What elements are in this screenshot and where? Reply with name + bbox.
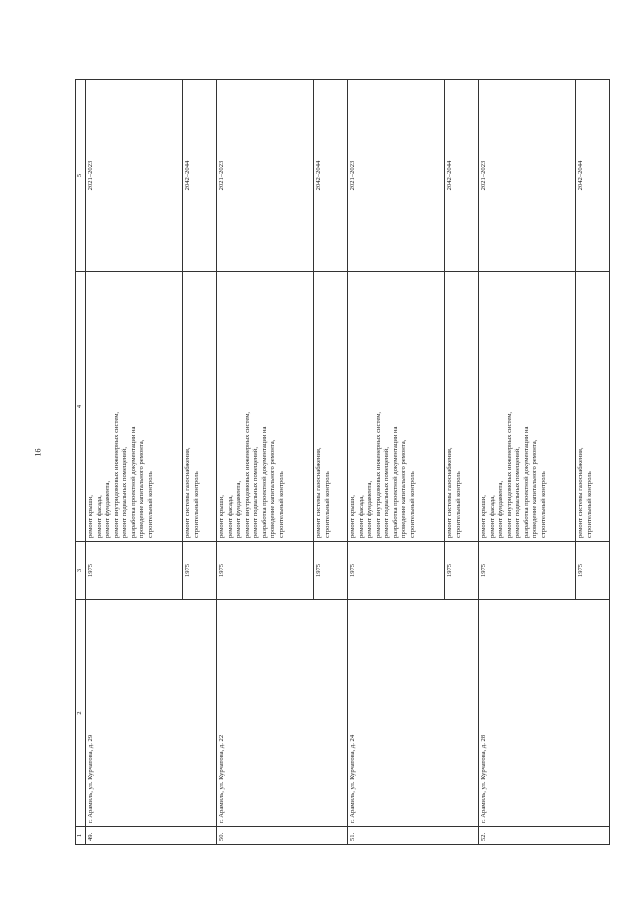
repair-period: 2042–2044: [183, 80, 217, 272]
work-item: строительный контроль: [539, 471, 547, 538]
repair-period: 2021–2023: [217, 80, 314, 272]
works-list: [480, 275, 549, 538]
work-item: ремонт подвальных помещений,: [252, 447, 260, 538]
work-item: ремонт фасада,: [488, 495, 496, 538]
works-cell: [445, 272, 479, 542]
work-item: ремонт фасада,: [226, 495, 234, 538]
work-item: разработка проектной документации на: [260, 426, 268, 538]
works-list: [184, 275, 201, 538]
works-list: [218, 275, 287, 538]
table-row: [348, 80, 445, 845]
table-row: [86, 80, 183, 845]
construction-year: 1975: [348, 542, 445, 600]
work-item: ремонт фундамента,: [497, 480, 505, 538]
table-row: [479, 80, 576, 845]
page-number: [30, 440, 46, 464]
work-item: проведение капитального ремонта,: [138, 439, 146, 538]
repair-schedule-table: [75, 79, 610, 845]
construction-year: 1975: [217, 542, 314, 600]
work-item: проведение капитального ремонта,: [400, 439, 408, 538]
column-number-2: 2: [76, 600, 86, 827]
work-item: ремонт фундамента,: [235, 480, 243, 538]
repair-period: 2021–2023: [348, 80, 445, 272]
construction-year: 1975: [314, 542, 348, 600]
construction-year: 1975: [183, 542, 217, 600]
column-number-5: 5: [76, 80, 86, 272]
row-number: 50.: [217, 827, 348, 845]
work-item: ремонт системы газоснабжения,: [184, 447, 191, 538]
work-item: ремонт внутридомовых инженерных систем,: [374, 411, 382, 538]
work-item: проведение капитального ремонта,: [531, 439, 539, 538]
work-item: ремонт крыши,: [87, 495, 94, 538]
work-item: ремонт крыши,: [480, 495, 487, 538]
work-item: проведение капитального ремонта,: [269, 439, 277, 538]
construction-year: 1975: [445, 542, 479, 600]
column-number-4: 4: [76, 272, 86, 542]
work-item: ремонт фасада,: [357, 495, 365, 538]
works-list: [577, 275, 594, 538]
work-item: строительный контроль: [146, 471, 154, 538]
works-list: [315, 275, 332, 538]
construction-year: 1975: [576, 542, 610, 600]
work-item: ремонт внутридомовых инженерных систем,: [243, 411, 251, 538]
table-body: [86, 80, 610, 845]
table-row: [217, 80, 314, 845]
work-item: ремонт подвальных помещений,: [514, 447, 522, 538]
column-number-3: 3: [76, 542, 86, 600]
row-number: 51.: [348, 827, 479, 845]
work-item: ремонт крыши,: [349, 495, 356, 538]
page-number-text: 16: [33, 448, 43, 456]
works-cell: [86, 272, 183, 542]
works-cell: [314, 272, 348, 542]
works-list: [446, 275, 463, 538]
building-address: г. Арамиль, ул. Курчатова, д. 24: [348, 600, 479, 827]
work-item: ремонт фундамента,: [104, 480, 112, 538]
work-item: ремонт системы газоснабжения,: [577, 447, 584, 538]
work-item: строительный контроль: [585, 471, 593, 538]
work-item: строительный контроль: [277, 471, 285, 538]
repair-period: 2042–2044: [576, 80, 610, 272]
column-number-row: [76, 80, 86, 845]
building-address: г. Арамиль, ул. Курчатова, д. 22: [217, 600, 348, 827]
repair-period: 2021–2023: [479, 80, 576, 272]
construction-year: 1975: [86, 542, 183, 600]
column-number-1: 1: [76, 827, 86, 845]
works-list: [349, 275, 418, 538]
work-item: ремонт внутридомовых инженерных систем,: [112, 411, 120, 538]
work-item: строительный контроль: [454, 471, 462, 538]
construction-year: 1975: [479, 542, 576, 600]
works-cell: [183, 272, 217, 542]
work-item: ремонт системы газоснабжения,: [446, 447, 453, 538]
works-cell: [479, 272, 576, 542]
repair-period: 2021–2023: [86, 80, 183, 272]
work-item: разработка проектной документации на: [129, 426, 137, 538]
row-number: 49.: [86, 827, 217, 845]
work-item: ремонт подвальных помещений,: [121, 447, 129, 538]
work-item: ремонт крыши,: [218, 495, 225, 538]
work-item: разработка проектной документации на: [522, 426, 530, 538]
rotated-page-content: [75, 80, 600, 845]
repair-period: 2042–2044: [445, 80, 479, 272]
works-list: [87, 275, 156, 538]
works-cell: [348, 272, 445, 542]
work-item: ремонт фундамента,: [366, 480, 374, 538]
works-cell: [576, 272, 610, 542]
repair-period: 2042–2044: [314, 80, 348, 272]
work-item: строительный контроль: [323, 471, 331, 538]
building-address: г. Арамиль, ул. Курчатова, д. 28: [479, 600, 610, 827]
work-item: разработка проектной документации на: [391, 426, 399, 538]
work-item: ремонт фасада,: [95, 495, 103, 538]
work-item: ремонт системы газоснабжения,: [315, 447, 322, 538]
work-item: строительный контроль: [408, 471, 416, 538]
works-cell: [217, 272, 314, 542]
work-item: ремонт внутридомовых инженерных систем,: [505, 411, 513, 538]
work-item: ремонт подвальных помещений,: [383, 447, 391, 538]
work-item: строительный контроль: [192, 471, 200, 538]
building-address: г. Арамиль, ул. Курчатова, д. 29: [86, 600, 217, 827]
row-number: 52.: [479, 827, 610, 845]
